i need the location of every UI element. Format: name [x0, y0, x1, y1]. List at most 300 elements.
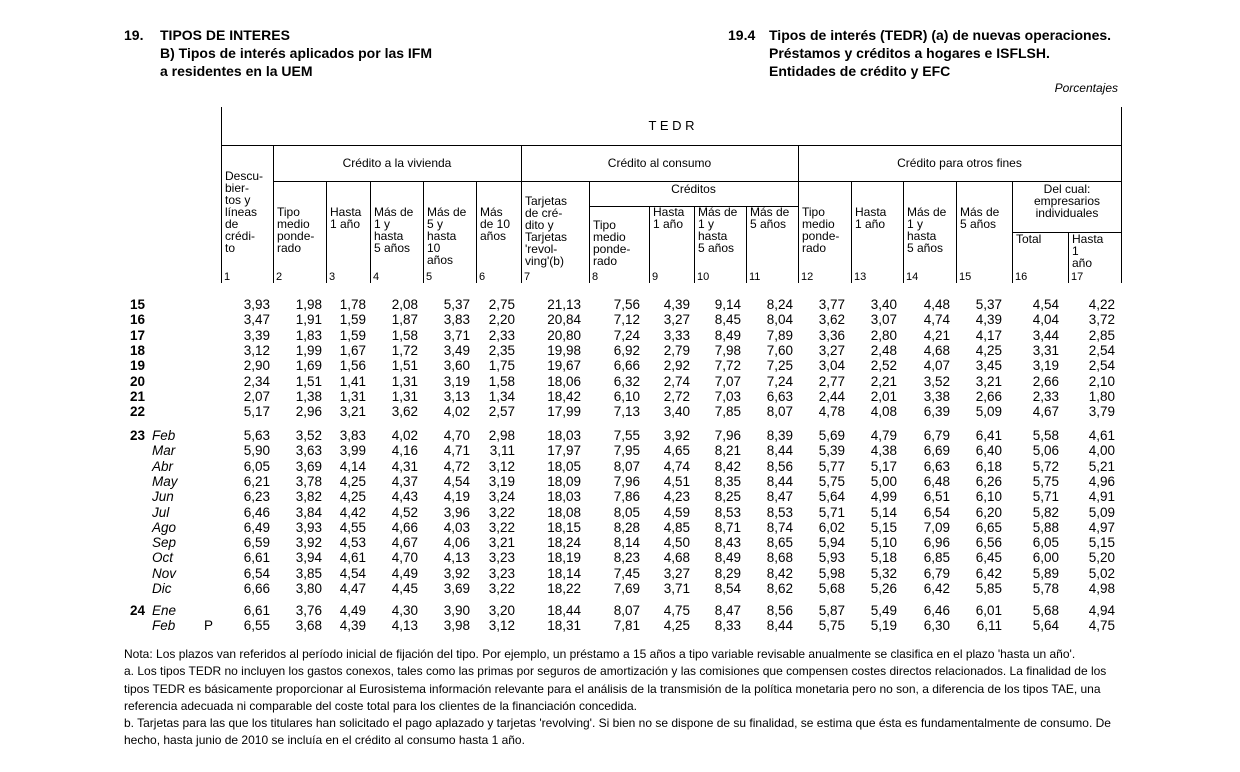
table-cell: 1,59	[339, 327, 366, 343]
table-cell: 4,04	[1032, 312, 1059, 328]
table-cell: 3,52	[295, 428, 322, 443]
table-cell: 4,25	[663, 618, 690, 634]
column-header-line: de	[225, 217, 239, 231]
table-cell: 5,14	[870, 504, 897, 520]
table-cell: 5,94	[818, 535, 845, 551]
table-cell: 8,24	[766, 297, 793, 312]
table-cell: 6,10	[975, 489, 1002, 505]
table-cell: 8,35	[714, 473, 741, 489]
table-cell: 7,03	[714, 388, 741, 404]
table-cell: 1,91	[295, 312, 322, 328]
section-title-line3: a residentes en la UEM	[160, 63, 313, 79]
column-header-line: bier-	[225, 181, 250, 195]
column-header-4	[374, 206, 422, 254]
table-cell: 6,61	[243, 603, 270, 618]
column-header-line: de cré-	[525, 206, 563, 220]
column-number: 3	[329, 271, 336, 283]
table-cell: 20,84	[547, 312, 581, 328]
table-cell: 3,52	[923, 373, 950, 389]
table-cell: 4,61	[1088, 428, 1115, 443]
table-cell: 3,23	[488, 550, 515, 566]
table-row	[0, 581, 1240, 596]
table-cell: 6,32	[613, 373, 640, 389]
table-cell: 18,08	[547, 504, 581, 520]
column-header-line: Tipo	[802, 205, 825, 219]
table-cell: 1,83	[295, 327, 322, 343]
table-row	[0, 297, 1240, 312]
table-cell: 18,19	[547, 550, 581, 566]
table-title-line3: Entidades de crédito y EFC	[769, 63, 951, 79]
table-cell: 6,30	[923, 618, 950, 634]
table-cell: 4,55	[339, 519, 366, 535]
table-cell: 7,96	[613, 473, 640, 489]
column-header-line: ponde-	[593, 242, 631, 256]
table-cell: 7,72	[714, 358, 741, 374]
column-number: 1	[224, 271, 231, 283]
table-cell: 7,24	[766, 373, 793, 389]
table-cell: 5,68	[818, 581, 845, 596]
table-cell: 5,19	[870, 618, 897, 634]
row-month: Feb	[152, 618, 176, 634]
table-cell: 3,93	[295, 519, 322, 535]
header-rule	[326, 181, 327, 283]
column-header-line: Hasta	[653, 205, 685, 219]
empresarios-line: Del cual:	[1043, 182, 1091, 196]
table-cell: 3,12	[488, 618, 515, 634]
row-month: Dic	[152, 581, 172, 596]
table-cell: 7,07	[714, 373, 741, 389]
column-header-line: hasta	[907, 229, 937, 243]
table-cell: 18,05	[547, 458, 581, 474]
table-cell: 3,69	[295, 458, 322, 474]
table-cell: 5,88	[1032, 519, 1059, 535]
table-cell: 4,72	[443, 458, 470, 474]
column-header-line: medio	[593, 230, 626, 244]
table-cell: 3,98	[443, 618, 470, 634]
column-header-12	[802, 206, 849, 254]
column-header-line: rado	[802, 241, 827, 255]
table-cell: 4,00	[1088, 443, 1115, 459]
table-cell: 6,96	[923, 535, 950, 551]
table-cell: 18,44	[547, 603, 581, 618]
table-row	[0, 566, 1240, 581]
row-year: 17	[130, 327, 146, 343]
table-cell: 4,25	[975, 342, 1002, 358]
table-cell: 4,02	[391, 428, 418, 443]
table-cell: 1,51	[391, 358, 418, 374]
table-cell: 8,04	[766, 312, 793, 328]
column-header-line: 5 años	[750, 217, 787, 231]
table-cell: 3,83	[339, 428, 366, 443]
table-cell: 5,78	[1032, 581, 1059, 596]
table-cell: 3,27	[663, 312, 690, 328]
table-cell: 3,78	[295, 473, 322, 489]
table-cell: 6,05	[1032, 535, 1059, 551]
table-cell: 5,87	[818, 603, 845, 618]
table-cell: 3,19	[488, 473, 515, 489]
section-number: 19.	[124, 27, 144, 43]
table-cell: 4,02	[443, 404, 470, 420]
table-cell: 3,92	[295, 535, 322, 551]
table-row	[0, 474, 1240, 489]
table-cell: 5,72	[1032, 458, 1059, 474]
column-header-line: hasta	[374, 229, 404, 243]
table-cell: 6,49	[243, 519, 270, 535]
table-cell: 2,01	[870, 388, 897, 404]
table-cell: 1,78	[339, 297, 366, 312]
table-cell: 6,79	[923, 428, 950, 443]
column-header-6	[480, 206, 519, 242]
empresarios-line: individuales	[1035, 206, 1099, 220]
row-label	[130, 459, 220, 474]
table-cell: 4,16	[391, 443, 418, 459]
column-number: 12	[801, 271, 814, 283]
table-cell: 6,05	[243, 458, 270, 474]
table-cell: 7,09	[923, 519, 950, 535]
table-cell: 4,75	[1088, 618, 1115, 634]
table-cell: 5,20	[1088, 550, 1115, 566]
column-header-line: 5 años	[960, 217, 997, 231]
table-cell: 6,46	[923, 603, 950, 618]
table-cell: 6,18	[975, 458, 1002, 474]
table-cell: 3,85	[295, 565, 322, 581]
header-rule	[221, 107, 222, 283]
table-cell: 8,53	[766, 504, 793, 520]
table-cell: 4,23	[663, 489, 690, 505]
table-row	[0, 389, 1240, 404]
column-number: 2	[276, 271, 283, 283]
table-cell: 6,45	[975, 550, 1002, 566]
header-rule	[1068, 232, 1069, 283]
table-cell: 8,33	[714, 618, 741, 634]
table-cell: 3,24	[488, 489, 515, 505]
table-cell: 2,21	[870, 373, 897, 389]
table-cell: 4,74	[663, 458, 690, 474]
table-cell: 2,66	[975, 388, 1002, 404]
table-cell: 5,09	[1088, 504, 1115, 520]
table-cell: 4,54	[339, 565, 366, 581]
table-cell: 3,71	[443, 327, 470, 343]
table-cell: 18,09	[547, 473, 581, 489]
table-cell: 18,22	[547, 581, 581, 596]
table-cell: 5,64	[818, 489, 845, 505]
table-cell: 3,21	[339, 404, 366, 420]
table-cell: 4,25	[339, 473, 366, 489]
table-cell: 6,65	[975, 519, 1002, 535]
table-cell: 2,74	[663, 373, 690, 389]
column-header-line: Tarjetas	[525, 230, 568, 244]
table-cell: 5,26	[870, 581, 897, 596]
group-consumo: Crédito al consumo	[607, 156, 712, 170]
table-cell: 4,31	[391, 458, 418, 474]
table-cell: 6,51	[923, 489, 950, 505]
table-cell: 5,71	[1032, 489, 1059, 505]
table-cell: 1,38	[295, 388, 322, 404]
table-cell: 5,17	[243, 404, 270, 420]
table-cell: 6,61	[243, 550, 270, 566]
table-cell: 8,54	[714, 581, 741, 596]
table-cell: 5,49	[870, 603, 897, 618]
table-cell: 6,42	[923, 581, 950, 596]
table-cell: 19,67	[547, 358, 581, 374]
table-cell: 4,99	[870, 489, 897, 505]
column-header-line: Descu-	[225, 169, 264, 183]
table-cell: 3,60	[443, 358, 470, 374]
table-cell: 4,59	[663, 504, 690, 520]
table-cell: 17,99	[547, 404, 581, 420]
table-cell: 18,03	[547, 489, 581, 505]
column-header-line: Más de	[960, 205, 1000, 219]
table-cell: 3,11	[489, 443, 515, 459]
column-header-line: 1 año	[330, 217, 361, 231]
table-row	[0, 358, 1240, 373]
table-cell: 4,66	[391, 519, 418, 535]
table-cell: 18,24	[547, 535, 581, 551]
row-label	[130, 603, 220, 618]
table-cell: 4,67	[391, 535, 418, 551]
table-cell: 3,27	[663, 565, 690, 581]
header-rule	[903, 181, 904, 283]
table-cell: 5,63	[243, 428, 270, 443]
table-cell: 3,99	[339, 443, 366, 459]
table-cell: 4,68	[663, 550, 690, 566]
table-cell: 1,72	[391, 342, 418, 358]
table-cell: 8,56	[766, 458, 793, 474]
table-cell: 8,56	[766, 603, 793, 618]
table-cell: 5,98	[818, 565, 845, 581]
table-cell: 4,39	[975, 312, 1002, 328]
row-month: Jun	[152, 489, 174, 505]
column-header-line: años	[427, 253, 454, 267]
table-cell: 3,36	[818, 327, 845, 343]
table-cell: 21,13	[547, 297, 581, 312]
column-header-line: to	[225, 241, 236, 255]
column-header-line: años	[480, 229, 507, 243]
table-cell: 7,86	[613, 489, 640, 505]
header-rule	[746, 206, 747, 283]
table-cell: 3,92	[663, 428, 690, 443]
table-cell: 5,15	[870, 519, 897, 535]
table-cell: 8,65	[766, 535, 793, 551]
table-cell: 1,31	[391, 388, 418, 404]
column-header-line: Más	[480, 205, 503, 219]
table-cell: 8,42	[714, 458, 741, 474]
table-cell: 3,22	[488, 504, 515, 520]
column-header-line: 'revol-	[525, 242, 558, 256]
column-header-15	[960, 206, 1006, 230]
table-cell: 6,01	[975, 603, 1002, 618]
tedr-header: T E D R	[648, 118, 695, 133]
table-cell: 3,40	[870, 297, 897, 312]
table-cell: 5,02	[1088, 565, 1115, 581]
column-header-line: 5 años	[907, 241, 944, 255]
column-number: 6	[479, 271, 486, 283]
row-label	[130, 581, 220, 596]
table-cell: 4,78	[818, 404, 845, 420]
table-cell: 4,54	[443, 473, 470, 489]
column-header-line: Tipo	[593, 218, 616, 232]
column-header-line: 1	[1072, 244, 1079, 258]
column-number: 15	[959, 271, 972, 283]
table-cell: 18,14	[547, 565, 581, 581]
table-cell: 4,22	[1088, 297, 1115, 312]
table-cell: 3,82	[295, 489, 322, 505]
table-cell: 4,96	[1088, 473, 1115, 489]
table-cell: 4,91	[1088, 489, 1115, 505]
table-cell: 5,09	[975, 404, 1002, 420]
row-month: Oct	[152, 550, 174, 566]
footnote-b: b. Tarjetas para las que los titulares han solicitado el pago aplazado y tarjetas 'revolving'. Si bien no se dispone de su finalidad, se estima que ésta es fundamentalmente de consumo. De hecho, hasta junio de 2010 se incluía en el crédito al consumo hasta 1 año.	[124, 716, 1111, 748]
footnotes	[124, 646, 1124, 750]
column-header-13	[855, 206, 901, 230]
column-number: 13	[854, 271, 867, 283]
table-cell: 7,12	[613, 312, 640, 328]
table-cell: 3,38	[923, 388, 950, 404]
table-cell: 8,44	[766, 618, 793, 634]
row-month: Feb	[152, 428, 176, 443]
column-header-line: Hasta	[855, 205, 887, 219]
table-cell: 8,21	[714, 443, 741, 459]
table-cell: 6,79	[923, 565, 950, 581]
table-title	[728, 26, 1111, 80]
table-cell: 4,74	[923, 312, 950, 328]
table-cell: 2,08	[391, 297, 418, 312]
table-cell: 3,22	[488, 581, 515, 596]
row-label	[130, 474, 220, 489]
row-label	[130, 505, 220, 520]
table-cell: 2,54	[1088, 358, 1115, 374]
table-cell: 5,85	[975, 581, 1002, 596]
table-cell: 2,33	[1032, 388, 1059, 404]
column-header-line: medio	[277, 217, 310, 231]
table-cell: 6,55	[243, 618, 270, 634]
table-cell: 2,35	[488, 342, 515, 358]
table-cell: 4,39	[339, 618, 366, 634]
table-cell: 1,87	[391, 312, 418, 328]
column-number: 7	[524, 271, 531, 283]
column-number: 5	[426, 271, 433, 283]
table-cell: 6,40	[975, 443, 1002, 459]
table-cell: 4,71	[443, 443, 470, 459]
column-header-line: rado	[593, 254, 618, 268]
table-cell: 1,67	[339, 342, 366, 358]
group-vivienda: Crédito a la vivienda	[342, 156, 452, 170]
table-row	[0, 459, 1240, 474]
column-header-line: 5 y	[427, 217, 444, 231]
row-label	[130, 297, 220, 312]
table-cell: 5,89	[1032, 565, 1059, 581]
column-header-line: 1 y	[698, 217, 715, 231]
table-cell: 2,98	[488, 428, 515, 443]
table-cell: 6,10	[613, 388, 640, 404]
table-cell: 7,85	[714, 404, 741, 420]
table-cell: 4,50	[663, 535, 690, 551]
table-cell: 5,75	[818, 618, 845, 634]
table-cell: 3,49	[443, 342, 470, 358]
table-cell: 4,25	[339, 489, 366, 505]
table-cell: 6,42	[975, 565, 1002, 581]
table-cell: 4,51	[663, 473, 690, 489]
table-cell: 2,52	[870, 358, 897, 374]
column-header-line: crédi-	[225, 229, 256, 243]
column-header-9	[653, 206, 694, 230]
table-cell: 6,66	[243, 581, 270, 596]
table-cell: 4,52	[391, 504, 418, 520]
table-cell: 3,80	[295, 581, 322, 596]
table-cell: 4,03	[443, 519, 470, 535]
table-cell: 3,27	[818, 342, 845, 358]
column-number: 10	[697, 271, 710, 283]
table-cell: 3,47	[243, 312, 270, 328]
table-cell: 5,18	[870, 550, 897, 566]
table-cell: 3,83	[443, 312, 470, 328]
column-header-line: 5 años	[374, 241, 411, 255]
table-cell: 7,96	[714, 428, 741, 443]
table-row	[0, 328, 1240, 343]
row-label	[130, 328, 220, 343]
row-year: 16	[130, 312, 146, 328]
table-cell: 8,49	[714, 550, 741, 566]
table-cell: 5,64	[1032, 618, 1059, 634]
table-cell: 4,07	[923, 358, 950, 374]
table-cell: 3,79	[1088, 404, 1115, 420]
table-cell: 2,10	[1088, 373, 1115, 389]
table-cell: 9,14	[714, 297, 741, 312]
row-label	[130, 389, 220, 404]
table-cell: 6,20	[975, 504, 1002, 520]
table-cell: 5,90	[243, 443, 270, 459]
table-row	[0, 312, 1240, 327]
table-cell: 4,14	[339, 458, 366, 474]
row-label	[130, 312, 220, 327]
table-cell: 3,44	[1032, 327, 1059, 343]
table-cell: 8,07	[613, 458, 640, 474]
table-cell: 8,14	[613, 535, 640, 551]
table-cell: 6,00	[1032, 550, 1059, 566]
table-cell: 2,48	[870, 342, 897, 358]
column-header-3	[330, 206, 370, 230]
table-cell: 4,94	[1088, 603, 1115, 618]
column-header-line: ving'(b)	[525, 254, 564, 268]
table-cell: 8,23	[613, 550, 640, 566]
table-cell: 4,21	[923, 327, 950, 343]
table-cell: 3,77	[818, 297, 845, 312]
table-cell: 8,71	[714, 519, 741, 535]
header-rule	[649, 206, 650, 283]
table-cell: 6,59	[243, 535, 270, 551]
table-cell: 4,06	[443, 535, 470, 551]
column-header-8	[593, 219, 644, 267]
table-cell: 6,54	[243, 565, 270, 581]
table-cell: 6,63	[923, 458, 950, 474]
column-header-line: rado	[277, 241, 302, 255]
table-cell: 5,32	[870, 565, 897, 581]
table-cell: 3,76	[295, 603, 322, 618]
table-cell: 1,75	[488, 358, 515, 374]
table-cell: 5,58	[1032, 428, 1059, 443]
table-cell: 7,45	[613, 565, 640, 581]
table-cell: 5,68	[1032, 603, 1059, 618]
group-otros: Crédito para otros fines	[897, 156, 1022, 170]
column-header-line: Más de	[698, 205, 738, 219]
table-cell: 6,92	[613, 342, 640, 358]
column-header-line: medio	[802, 217, 835, 231]
table-cell: 3,21	[975, 373, 1002, 389]
table-cell: 2,57	[488, 404, 515, 420]
table-cell: 3,71	[663, 581, 690, 596]
column-header-line: 1 y	[907, 217, 924, 231]
row-month: Mar	[152, 443, 176, 459]
